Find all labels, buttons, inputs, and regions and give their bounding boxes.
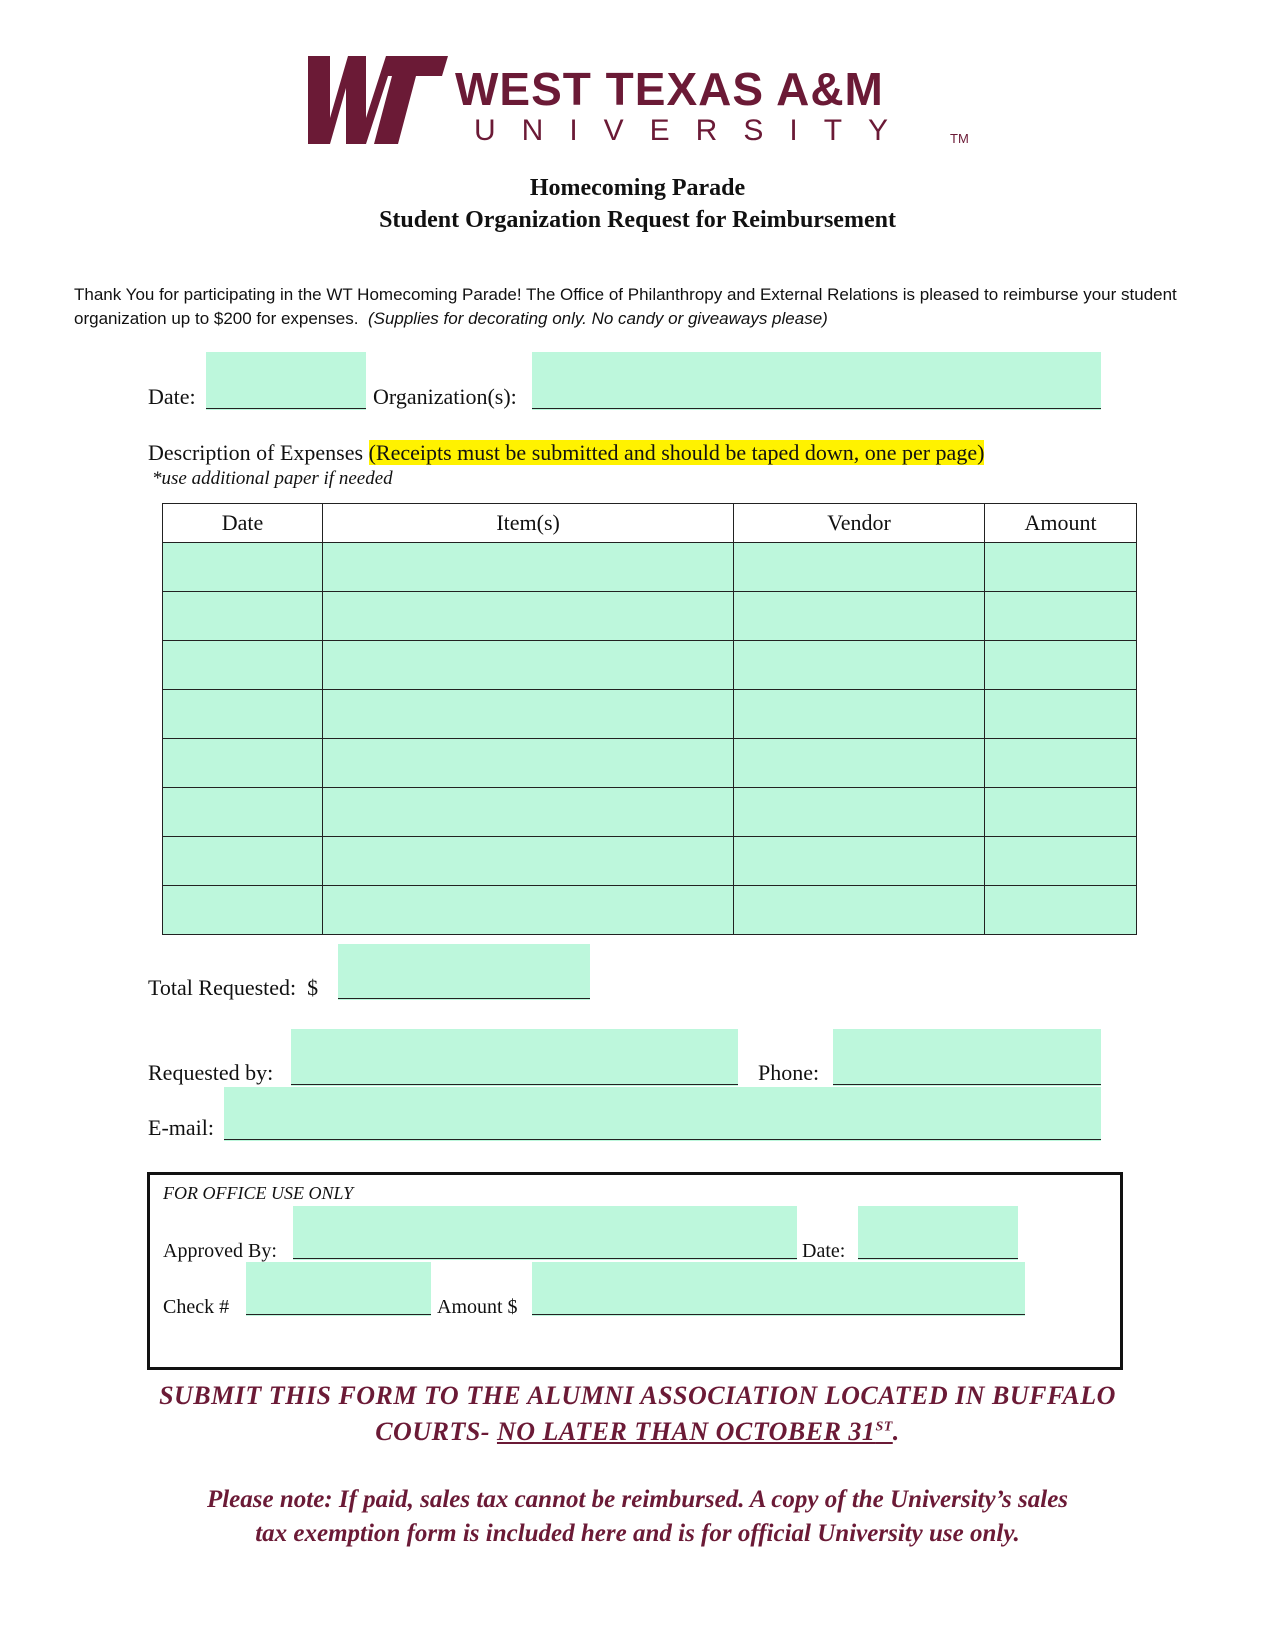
total-field[interactable] [338,944,590,1000]
note-line-2: tax exemption form is included here and is for official University use only. [255,1520,1020,1547]
cell-date[interactable] [163,837,323,886]
header-date: Date [163,504,323,543]
cell-amount[interactable] [985,690,1137,739]
cell-date[interactable] [163,788,323,837]
phone-underline [833,1084,1101,1085]
total-underline [338,998,590,999]
table-body [163,543,1137,935]
cell-items[interactable] [323,886,734,935]
intro-text: Thank You for participating in the WT Homecoming Parade! The Office of Philanthropy and External Relations is pleased to reimburse your student organization up to $200 for expenses. [74,285,1177,328]
email-underline [224,1139,1101,1140]
organization-label: Organization(s): [373,384,517,409]
organization-underline [532,408,1101,409]
office-date-field[interactable] [858,1206,1018,1260]
phone-label: Phone: [758,1060,820,1085]
title-line-2: Student Organization Request for Reimbursement [379,207,896,233]
table-header-row [163,504,1137,543]
table-row [163,788,1137,837]
header-items: Item(s) [323,504,734,543]
office-amount-underline [532,1314,1025,1315]
date-underline [206,408,366,409]
submit-deadline-sup: ST [875,1419,893,1435]
submit-deadline [497,1417,893,1446]
approved-by-field[interactable] [293,1206,797,1260]
table-row [163,886,1137,935]
cell-date[interactable] [163,690,323,739]
total-currency: $ [307,975,319,1000]
table-row [163,543,1137,592]
title-line-1: Homecoming Parade [529,175,746,201]
submit-line-2 [0,1417,1275,1447]
wt-logo-icon [300,52,450,148]
logo-subtitle: UNIVERSITY [474,114,915,147]
office-heading: FOR OFFICE USE ONLY [163,1183,354,1203]
email-field[interactable] [224,1087,1101,1141]
submit-deadline-text: NO LATER THAN OCTOBER 31 [496,1417,876,1446]
note-line-1: Please note: If paid, sales tax cannot be reimbursed. A copy of the University’s sales [206,1486,1069,1513]
approved-by-underline [293,1258,797,1259]
cell-vendor[interactable] [734,886,985,935]
cell-date[interactable] [163,592,323,641]
cell-amount[interactable] [985,886,1137,935]
phone-field[interactable] [833,1029,1101,1086]
receipts-highlight: (Receipts must be submitted and should be taped down, one per page) [368,440,985,465]
approved-by-label: Approved By: [163,1240,277,1262]
cell-items[interactable] [323,592,734,641]
header-amount: Amount [985,504,1137,543]
additional-paper-note: *use additional paper if needed [152,468,393,489]
cell-vendor[interactable] [734,690,985,739]
check-number-field[interactable] [246,1262,431,1316]
table-row [163,641,1137,690]
cell-vendor[interactable] [734,592,985,641]
cell-amount[interactable] [985,739,1137,788]
table-row [163,837,1137,886]
cell-amount[interactable] [985,837,1137,886]
table-row [163,592,1137,641]
table-row [163,739,1137,788]
logo-trademark: TM [950,131,969,146]
cell-items[interactable] [323,788,734,837]
cell-date[interactable] [163,739,323,788]
cell-amount[interactable] [985,543,1137,592]
organization-field[interactable] [532,352,1101,410]
logo-wordmark: WEST TEXAS A&M [455,63,884,115]
cell-items[interactable] [323,543,734,592]
cell-vendor[interactable] [734,837,985,886]
cell-vendor[interactable] [734,543,985,592]
check-number-underline [246,1314,431,1315]
header-vendor: Vendor [734,504,985,543]
intro-note: (Supplies for decorating only. No candy or giveaways please) [367,309,828,328]
cell-vendor[interactable] [734,641,985,690]
cell-items[interactable] [323,690,734,739]
requested-by-label: Requested by: [148,1060,274,1085]
total-requested [148,975,318,1001]
office-date-label: Date: [802,1240,846,1262]
requested-by-underline [291,1084,738,1085]
check-number-label: Check # [163,1296,230,1318]
date-field[interactable] [206,352,366,410]
cell-amount[interactable] [985,592,1137,641]
cell-date[interactable] [163,543,323,592]
expenses-label: Description of Expenses [148,440,364,465]
cell-items[interactable] [323,837,734,886]
submit-end: . [892,1417,900,1446]
cell-amount[interactable] [985,788,1137,837]
cell-vendor[interactable] [734,739,985,788]
cell-date[interactable] [163,886,323,935]
submit-line-1: SUBMIT THIS FORM TO THE ALUMNI ASSOCIATION LOCATED IN BUFFALO [159,1381,1116,1410]
requested-by-field[interactable] [291,1029,738,1086]
intro-paragraph [74,283,1214,331]
expenses-description [148,440,984,466]
cell-items[interactable] [323,739,734,788]
cell-items[interactable] [323,641,734,690]
cell-vendor[interactable] [734,788,985,837]
total-label: Total Requested: [148,975,297,1000]
date-label: Date: [148,384,196,409]
expenses-table [162,503,1137,935]
office-date-underline [858,1258,1018,1259]
office-amount-field[interactable] [532,1262,1025,1316]
office-amount-label: Amount $ [437,1296,518,1318]
wt-logo-mark [300,52,450,148]
cell-amount[interactable] [985,641,1137,690]
email-label: E-mail: [148,1115,214,1140]
table-row [163,690,1137,739]
submit-prefix: COURTS- [375,1417,490,1446]
cell-date[interactable] [163,641,323,690]
